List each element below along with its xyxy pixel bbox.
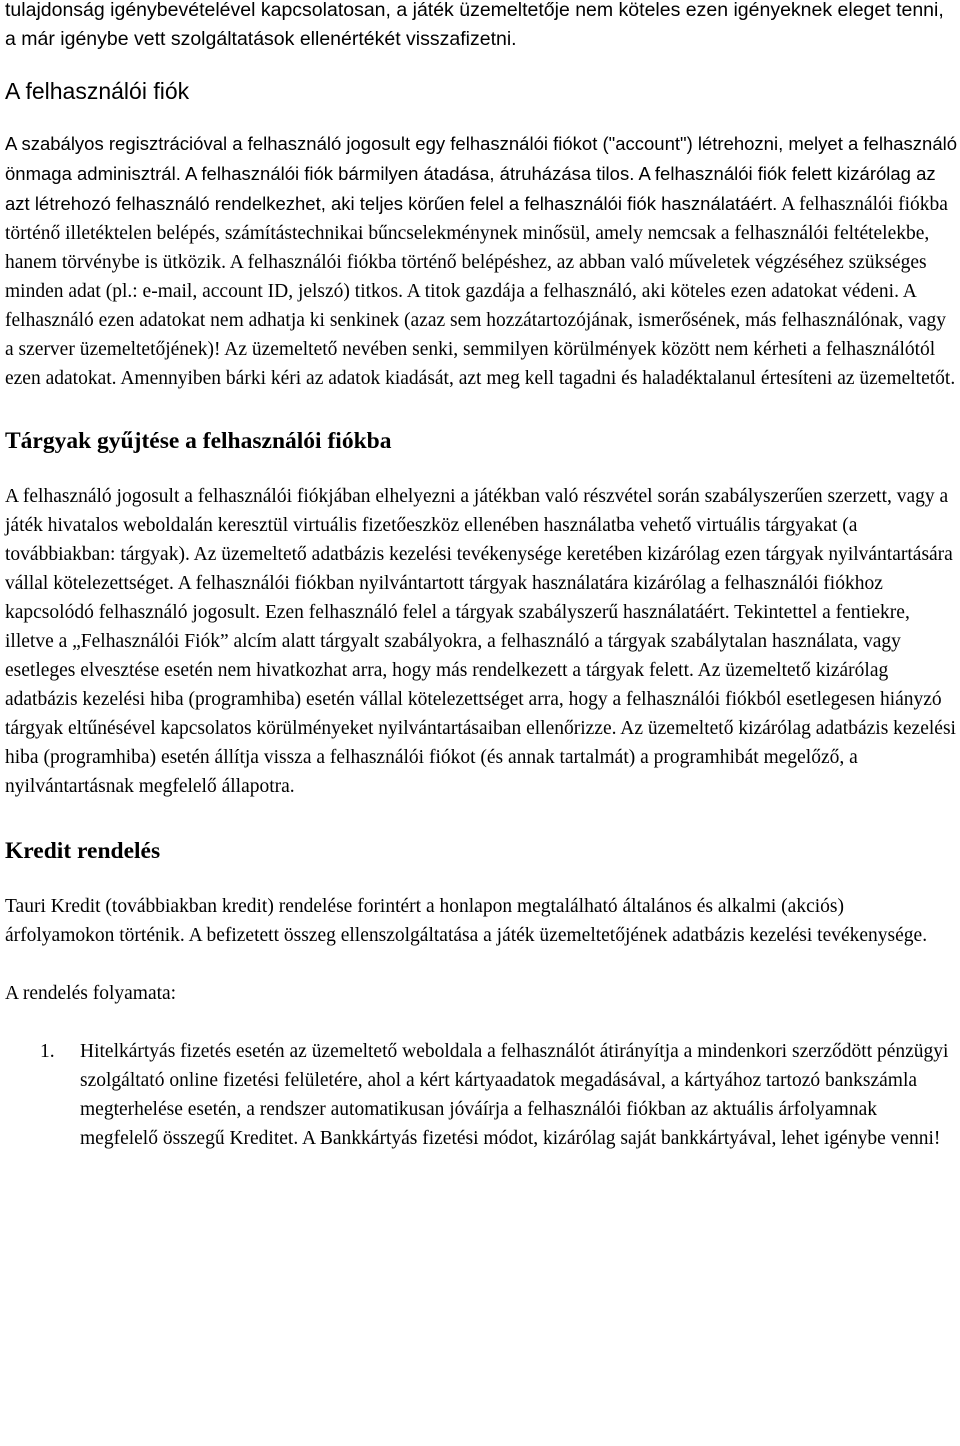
order-process-label: A rendelés folyamata:: [5, 983, 177, 1004]
account-section-heading: A felhasználói fiók: [5, 78, 190, 104]
list-item-text: Hitelkártyás fizetés esetén az üzemeltető weboldala a felhasználót átirányítja a mindenkori szerződött pénzügyi szolgáltató online fizetési felületére, ahol a kért kártyaadatok megadásával, a kártyához tartozó bankszámla megterhelése esetén, a rendszer automatikusan jóváírja a felhasználói fiókban az aktuális árfolyamnak megfelelő összegű Kreditet. A Bankkártyás fizetési módot, kizárólag saját bankkártyával, lehet igénybe venni!: [80, 1041, 949, 1149]
list-item: [5, 1037, 958, 1153]
credit-section-paragraph: Tauri Kredit (továbbiakban kredit) rendelése forintért a honlapon megtalálható általános és alkalmi (akciós) árfolyamokon történik. A befizetett összeg ellenszolgáltatása a játék üzemeltetőjének adatbázis kezelési tevékenysége.: [5, 896, 928, 946]
account-section-paragraph: [5, 129, 958, 393]
credit-section-heading: Kredit rendelés: [5, 838, 161, 864]
list-item-number: 1.: [40, 1041, 55, 1062]
order-steps-list: [5, 1037, 958, 1153]
items-section-paragraph: A felhasználó jogosult a felhasználói fiókjában elhelyezni a játékban való részvétel során szabályszerűen szerzett, vagy a játék hivatalos weboldalán keresztül virtuális fizetőeszköz ellenében használatba vehető virtuális tárgyakat (a továbbiakban: tárgyak). Az üzemeltető adatbázis kezelési tevékenysége keretében kizárólag ezen tárgyak nyilvántartására vállal kötelezettséget. A felhasználói fiókban nyilvántartott tárgyak használatára kizárólag a felhasználói fiókhoz kapcsolódó felhasználó jogosult. Ezen felhasználó felel a tárgyak szabályszerű használatáért. Tekintettel a fentiekre, illetve a „Felhasználói Fiók” alcím alatt tárgyalt szabályokra, a felhasználó a tárgyak szabálytalan használata, vagy esetleges elvesztése esetén nem hivatkozhat arra, hogy más rendelkezett a tárgyak felett. Az üzemeltető kizárólag adatbázis kezelési hiba (programhiba) esetén vállal kötelezettséget arra, hogy a felhasználói fiókból esetlegesen hiányzó tárgyak eltűnésével kapcsolatos körülményeket nyilvántartásaiban ellenőrizze. Az üzemeltető kizárólag adatbázis kezelési hiba (programhiba) esetén állítja vissza a felhasználói fiókot (és annak tartalmát) a programhibát megelőző, a nyilvántartásnak megfelelő állapotra.: [5, 486, 956, 797]
account-rules-serif-text: A felhasználói fiókba történő illetéktelen belépés, számítástechnikai bűncselekménynek minősül, amely nemcsak a felhasználói feltételekbe, hanem törvénybe is ütközik. A felhasználói fiókba történő belépéshez, az abban való műveletek végzéséhez szükséges minden adat (pl.: e-mail, account ID, jelszó) titkos. A titok gazdája a felhasználó, aki köteles ezen adatokat védeni. A felhasználó ezen adatokat nem adhatja ki senkinek (azaz sem hozzátartozójának, ismerősének, más felhasználónak, vagy a szerver üzemeltetőjének)! Az üzemeltető nevében senki, semmilyen körülmények között nem kérheti a felhasználótól ezen adatokat. Amennyiben bárki kéri az adatok kiadását, azt meg kell tagadni és haladéktalanul értesíteni az üzemeltetőt.: [5, 194, 956, 389]
items-section-heading: Tárgyak gyűjtése a felhasználói fiókba: [5, 428, 392, 454]
intro-paragraph: tulajdonság igénybevételével kapcsolatosan, a játék üzemeltetője nem köteles ezen igényeknek eleget tenni, a már igénybe vett szolgáltatások ellenértékét visszafizetni.: [5, 0, 944, 50]
account-rules-sans-text: A szabályos regisztrációval a felhasználó jogosult egy felhasználói fiókot ("account") létrehozni, melyet a felhasználó önmaga adminisztrál. A felhasználói fiók bármilyen átadása, átruházása tilos. A felhasználói fiók felett kizárólag az azt létrehozó felhasználó rendelkezhet, aki teljes körűen felel a felhasználói fiók használatáért.: [5, 133, 958, 214]
